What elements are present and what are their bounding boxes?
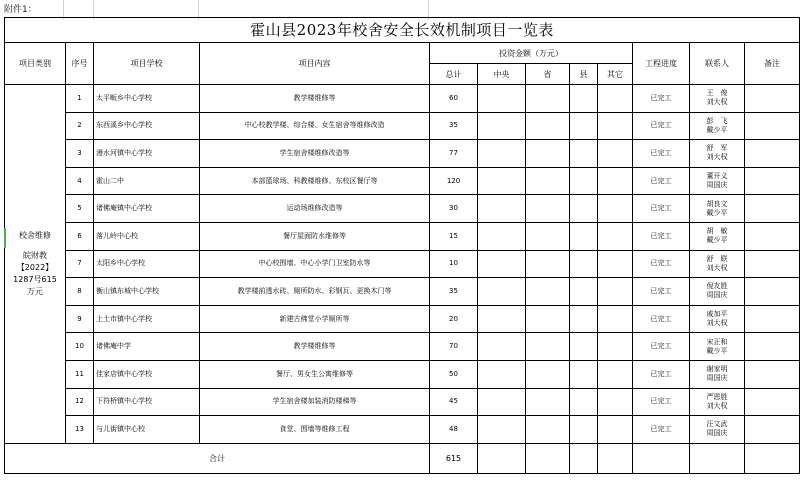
cell-contact[interactable]: [690, 222, 745, 250]
cell-remark[interactable]: [745, 360, 800, 388]
contact-name: 胡 敏: [706, 227, 728, 236]
cell-province[interactable]: [526, 360, 570, 388]
contact-name: 谢家明: [706, 365, 728, 374]
table-row: [5, 278, 800, 306]
contact-name: 刘大权: [706, 319, 728, 328]
table-row: [5, 112, 800, 140]
cell-other[interactable]: [598, 85, 633, 113]
cell-seq[interactable]: 9: [66, 305, 94, 333]
table-row: [5, 85, 800, 113]
cell-progress[interactable]: 已完工: [633, 167, 690, 195]
header-school[interactable]: 项目学校: [94, 43, 200, 85]
cell-central[interactable]: [478, 195, 526, 223]
table-row: [5, 250, 800, 278]
contact-name: 刘大权: [706, 401, 728, 410]
cell-other[interactable]: [598, 278, 633, 306]
header-content[interactable]: 项目内容: [200, 43, 430, 85]
contact-name: 刘大权: [706, 263, 728, 272]
cell-total[interactable]: 50: [430, 360, 478, 388]
annex-label: 附件1：: [4, 5, 37, 15]
cell-school[interactable]: 漫水河镇中心学校: [94, 140, 200, 168]
cell-central[interactable]: [478, 360, 526, 388]
summary-label[interactable]: 合计: [5, 443, 430, 473]
cell-total[interactable]: 60: [430, 85, 478, 113]
cell-total[interactable]: 120: [430, 167, 478, 195]
cell-province[interactable]: [526, 167, 570, 195]
contact-name: 周国庆: [706, 181, 728, 190]
cell-other[interactable]: [598, 416, 633, 444]
cell-school[interactable]: 落儿岭中心校: [94, 222, 200, 250]
header-remark[interactable]: 备注: [745, 43, 800, 85]
summary-total[interactable]: 615: [430, 443, 478, 473]
cell-county[interactable]: [570, 333, 598, 361]
cell-progress[interactable]: 已完工: [633, 360, 690, 388]
cell-central[interactable]: [478, 305, 526, 333]
cell-content[interactable]: 餐厅屋面防水维修等: [200, 222, 430, 250]
category-name: 校舍维修: [19, 230, 51, 240]
cell-total[interactable]: 48: [430, 416, 478, 444]
cell-contact[interactable]: [690, 278, 745, 306]
cell-other[interactable]: [598, 360, 633, 388]
cell-central[interactable]: [478, 416, 526, 444]
contact-name: 舒 军: [706, 144, 728, 153]
cell-remark[interactable]: [745, 85, 800, 113]
cell-marker: [4, 228, 6, 248]
cell-county[interactable]: [570, 250, 598, 278]
cell-province[interactable]: [526, 140, 570, 168]
cell-total[interactable]: 35: [430, 278, 478, 306]
cell-contact[interactable]: [690, 305, 745, 333]
cell-seq[interactable]: 13: [66, 416, 94, 444]
summary-row: [5, 443, 800, 473]
cell-seq[interactable]: 6: [66, 222, 94, 250]
cell-remark[interactable]: [745, 305, 800, 333]
contact-name: 戴少平: [706, 236, 728, 245]
cell-progress[interactable]: 已完工: [633, 278, 690, 306]
cell-total[interactable]: 35: [430, 112, 478, 140]
contact-name: 严恩胜: [706, 392, 728, 401]
cell-contact[interactable]: [690, 333, 745, 361]
cell-province[interactable]: [526, 333, 570, 361]
cell-school[interactable]: 下符桥镇中心学校: [94, 388, 200, 416]
cell-remark[interactable]: [745, 416, 800, 444]
cell-province[interactable]: [526, 85, 570, 113]
project-table: [4, 17, 800, 474]
cell-content[interactable]: 学生宿舍楼加装消防楼梯等: [200, 388, 430, 416]
cell-school[interactable]: 与儿街镇中心校: [94, 416, 200, 444]
cell-school[interactable]: 诸佛庵中学: [94, 333, 200, 361]
cell-other[interactable]: [598, 222, 633, 250]
table-row: [5, 360, 800, 388]
cell-contact[interactable]: [690, 416, 745, 444]
table-row: [5, 333, 800, 361]
cell-contact[interactable]: [690, 140, 745, 168]
header-other[interactable]: 其它: [598, 64, 633, 85]
cell-content[interactable]: 学生宿舍楼维修改造等: [200, 140, 430, 168]
table-row: [5, 140, 800, 168]
cell-province[interactable]: [526, 416, 570, 444]
cell-total[interactable]: 45: [430, 388, 478, 416]
cell-county[interactable]: [570, 360, 598, 388]
table-row: [5, 305, 800, 333]
contact-name: 彭 飞: [706, 116, 728, 125]
cell-content[interactable]: 餐厅、男女生公寓维修等: [200, 360, 430, 388]
cell-other[interactable]: [598, 250, 633, 278]
cell-remark[interactable]: [745, 278, 800, 306]
cell-central[interactable]: [478, 167, 526, 195]
cell-central[interactable]: [478, 278, 526, 306]
contact-name: 戴少平: [706, 208, 728, 217]
cell-province[interactable]: [526, 388, 570, 416]
contact-name: 戚加平: [706, 310, 728, 319]
cell-county[interactable]: [570, 416, 598, 444]
header-category[interactable]: 项目类别: [5, 43, 66, 85]
cell-province[interactable]: [526, 250, 570, 278]
cell-seq[interactable]: 8: [66, 278, 94, 306]
cell-school[interactable]: 太阳乡中心学校: [94, 250, 200, 278]
cell-seq[interactable]: 2: [66, 112, 94, 140]
cell-progress[interactable]: 已完工: [633, 140, 690, 168]
table-row: [5, 222, 800, 250]
summary-empty-cell[interactable]: [690, 443, 745, 473]
cell-total[interactable]: 20: [430, 305, 478, 333]
summary-empty-cell[interactable]: [478, 443, 526, 473]
cell-county[interactable]: [570, 222, 598, 250]
cell-content[interactable]: 本部篮球场、科教楼维修、东校区餐厅等: [200, 167, 430, 195]
header-investment[interactable]: 投资金额（万元）: [430, 43, 633, 64]
header-contact[interactable]: 联系人: [690, 43, 745, 85]
cell-other[interactable]: [598, 333, 633, 361]
cell-remark[interactable]: [745, 333, 800, 361]
cell-progress[interactable]: 已完工: [633, 195, 690, 223]
contact-name: 戴少平: [706, 346, 728, 355]
cell-other[interactable]: [598, 388, 633, 416]
table-row: [5, 388, 800, 416]
contact-name: 刘大权: [706, 98, 728, 107]
cell-province[interactable]: [526, 278, 570, 306]
cell-seq[interactable]: 1: [66, 85, 94, 113]
cell-province[interactable]: [526, 222, 570, 250]
cell-content[interactable]: 教学楼维修等: [200, 333, 430, 361]
contact-name: 董开义: [706, 172, 728, 181]
header-seq[interactable]: 序号: [66, 43, 94, 85]
header-total[interactable]: 总计: [430, 64, 478, 85]
category-fund-note: 皖财教【2022】1287号615万元: [13, 250, 57, 296]
cell-county[interactable]: [570, 140, 598, 168]
cell-province[interactable]: [526, 305, 570, 333]
summary-empty-cell[interactable]: [526, 443, 570, 473]
cell-central[interactable]: [478, 333, 526, 361]
cell-other[interactable]: [598, 305, 633, 333]
cell-school[interactable]: 佳家店镇中心学校: [94, 360, 200, 388]
cell-seq[interactable]: 4: [66, 167, 94, 195]
cell-other[interactable]: [598, 112, 633, 140]
cell-progress[interactable]: 已完工: [633, 85, 690, 113]
contact-name: 舒 联: [706, 254, 728, 263]
cell-remark[interactable]: [745, 167, 800, 195]
cell-school[interactable]: 霍山二中: [94, 167, 200, 195]
cell-contact[interactable]: [690, 85, 745, 113]
cell-central[interactable]: [478, 85, 526, 113]
table-row: [5, 167, 800, 195]
cell-remark[interactable]: [745, 140, 800, 168]
cell-seq[interactable]: 12: [66, 388, 94, 416]
cell-province[interactable]: [526, 112, 570, 140]
contact-name: 周国庆: [706, 374, 728, 383]
cell-remark[interactable]: [745, 112, 800, 140]
cell-contact[interactable]: [690, 195, 745, 223]
contact-name: 胡良文: [706, 199, 728, 208]
contact-name: 倪友胜: [706, 282, 728, 291]
cell-progress[interactable]: 已完工: [633, 388, 690, 416]
cell-central[interactable]: [478, 222, 526, 250]
cell-remark[interactable]: [745, 388, 800, 416]
cell-progress[interactable]: 已完工: [633, 305, 690, 333]
cell-total[interactable]: 15: [430, 222, 478, 250]
cell-county[interactable]: [570, 388, 598, 416]
cell-central[interactable]: [478, 140, 526, 168]
table-row: [5, 195, 800, 223]
cell-county[interactable]: [570, 305, 598, 333]
contact-name: 王 俊: [706, 89, 728, 98]
cell-contact[interactable]: [690, 112, 745, 140]
header-province[interactable]: 省: [526, 64, 570, 85]
cell-county[interactable]: [570, 85, 598, 113]
cell-county[interactable]: [570, 195, 598, 223]
summary-empty-cell[interactable]: [598, 443, 633, 473]
cell-contact[interactable]: [690, 388, 745, 416]
cell-content[interactable]: 教学楼前透水砖、厕所防水、彩钢瓦、更换木门等: [200, 278, 430, 306]
cell-content[interactable]: 教学楼维修等: [200, 85, 430, 113]
cell-school[interactable]: 诸佛庵镇中心学校: [94, 195, 200, 223]
cell-seq[interactable]: 5: [66, 195, 94, 223]
cell-other[interactable]: [598, 167, 633, 195]
cell-progress[interactable]: 已完工: [633, 112, 690, 140]
cell-content[interactable]: 中心校围墙、中心小学门卫室防水等: [200, 250, 430, 278]
contact-name: 周国庆: [706, 429, 728, 438]
cell-central[interactable]: [478, 250, 526, 278]
cell-central[interactable]: [478, 388, 526, 416]
cell-school[interactable]: 衡山镇东城中心学校: [94, 278, 200, 306]
cell-seq[interactable]: 3: [66, 140, 94, 168]
cell-progress[interactable]: 已完工: [633, 333, 690, 361]
table-row: [5, 416, 800, 444]
cell-seq[interactable]: 11: [66, 360, 94, 388]
cell-province[interactable]: [526, 195, 570, 223]
summary-empty-cell[interactable]: [633, 443, 690, 473]
cell-total[interactable]: 30: [430, 195, 478, 223]
cell-progress[interactable]: 已完工: [633, 250, 690, 278]
cell-content[interactable]: 运动场维修改造等: [200, 195, 430, 223]
summary-empty-cell[interactable]: [745, 443, 800, 473]
cell-total[interactable]: 77: [430, 140, 478, 168]
cell-school[interactable]: 东西溪乡中心学校: [94, 112, 200, 140]
cell-contact[interactable]: [690, 250, 745, 278]
cell-seq[interactable]: 10: [66, 333, 94, 361]
cell-contact[interactable]: [690, 167, 745, 195]
summary-empty-cell[interactable]: [570, 443, 598, 473]
cell-remark[interactable]: [745, 222, 800, 250]
cell-school[interactable]: 上土市镇中心学校: [94, 305, 200, 333]
contact-name: 宋正和: [706, 337, 728, 346]
cell-content[interactable]: 新建古佛堂小学厕所等: [200, 305, 430, 333]
category-cell[interactable]: [5, 85, 66, 444]
cell-central[interactable]: [478, 112, 526, 140]
cell-remark[interactable]: [745, 250, 800, 278]
cell-total[interactable]: 10: [430, 250, 478, 278]
cell-seq[interactable]: 7: [66, 250, 94, 278]
cell-progress[interactable]: 已完工: [633, 222, 690, 250]
cell-county[interactable]: [570, 167, 598, 195]
cell-content[interactable]: 中心校教学楼、综合楼、女生宿舍等维修改造: [200, 112, 430, 140]
contact-name: 周国庆: [706, 291, 728, 300]
cell-contact[interactable]: [690, 360, 745, 388]
cell-county[interactable]: [570, 278, 598, 306]
contact-name: 刘大权: [706, 153, 728, 162]
header-county[interactable]: 县: [570, 64, 598, 85]
page-title: 霍山县2023年校舍安全长效机制项目一览表: [5, 18, 800, 43]
header-progress[interactable]: 工程进度: [633, 43, 690, 85]
cell-school[interactable]: 太平畈乡中心学校: [94, 85, 200, 113]
header-central[interactable]: 中央: [478, 64, 526, 85]
cell-progress[interactable]: 已完工: [633, 416, 690, 444]
cell-county[interactable]: [570, 112, 598, 140]
contact-name: 汪文武: [706, 420, 728, 429]
contact-name: 戴少平: [706, 125, 728, 134]
cell-content[interactable]: 食堂、围墙等维修工程: [200, 416, 430, 444]
cell-other[interactable]: [598, 140, 633, 168]
cell-other[interactable]: [598, 195, 633, 223]
cell-total[interactable]: 70: [430, 333, 478, 361]
cell-remark[interactable]: [745, 195, 800, 223]
